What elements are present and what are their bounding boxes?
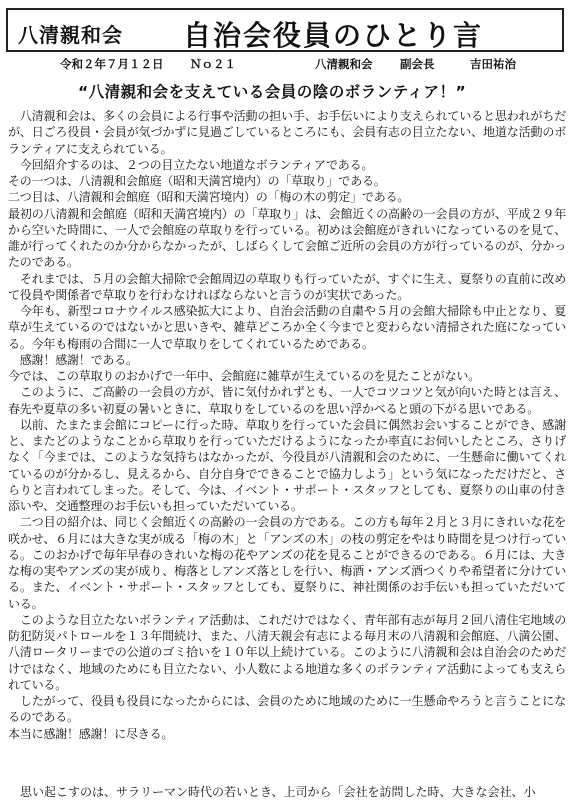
body-paragraph: 以前、たまたま会館にコピーに行った時、草取りを行っていた会員に偶然お会いすることができ、感謝と、またどのようなことから草取りを行っていただけるようになったか率直にお伺いしたところ、さりげなく「今までは、このような気持ちはなかったが、今役員が八清親和会のために、一生懸命に働いてくれているのが分かるし、見えるから、自分自身でできることで協力しよう」という気になっただけだと、さらりと言われてしまった。そして、今は、イベント・サポート・スタッフとしても、夏祭りの山車の付き添いや、交通整理のお手伝いも担っていただいている。	[8, 417, 566, 513]
body-paragraph: 最初の八清親和会館庭（昭和天満宮境内）の「草取り」は、会館近くの高齢の一会員の方が、平成２９年から空いた時間に、一人で会館庭の草取りを行っている。初めは会館庭がきれいになっているのを見て、誰が行ってくれたのか分からなかったが、しばらくして会館ご近所の会員の方が行っているのが、分かったのである。	[8, 206, 566, 270]
article-headline: “八清親和会を支えている会員の陰のボランティア！”	[78, 83, 467, 101]
author-role: 副会長	[400, 57, 435, 71]
body-paragraph: 本当に感謝！感謝！に尽きる。	[8, 726, 174, 741]
body-paragraph: 今回紹介するのは、２つの目立たない地道なボランティアである。	[8, 157, 374, 172]
body-paragraph: したがって、役員も役員になったからには、会員のために地域のために一生懸命やろうと言うことになるのである。	[8, 694, 566, 725]
author-name: 吉田祐治	[470, 57, 516, 71]
continued-paragraph: 思い起こすのは、サラリーマン時代の若いとき、上司から「会社を訪問した時、大きな会社、小	[8, 785, 536, 799]
issue-date: 令和２年７月１２日	[60, 57, 164, 71]
org-name: 八清親和会	[18, 23, 123, 47]
body-paragraph: 今年も、新型コロナウイルス感染拡大により、自治会活動の自粛や５月の会館大掃除も中止となり、夏草が生えているのではないかと思いきや、雑草どころか全く今までと変わらない清掃された庭になっている。今年も梅雨の合間に一人で草取りをしてくれているためである。	[8, 304, 566, 351]
body-paragraph: このような目立たないボランティア活動は、これだけではなく、青年部有志が毎月２回八清住宅地域の防犯防災パトロールを１３年間続け、また、八清天親会有志による毎月末の八清親和会館庭、八満公園、八清ロータリーまでの公道のゴミ拾いを１０年以上続けている。このように八清親和会は自治会のためだけではなく、地域のためにも目立たない、小人数による地道な多くのボランティア活動によっても支えられている。	[8, 612, 566, 692]
body-paragraph: 感謝！感謝！である。	[8, 352, 138, 367]
newsletter-title: 自治会役員のひとり言	[183, 19, 484, 52]
body-paragraph: 八清親和会は、多くの会員による行事や活動の担い手、お手伝いにより支えられていると思われがちだが、日ごろ役員・会員が気づかずに見過ごしているところにも、会員有志の目立たない、地道な活動のボランティアに支えられている。	[8, 109, 566, 156]
body-paragraph: その一つは、八清親和会館庭（昭和天満宮境内）の「草取り」である。	[8, 174, 386, 188]
body-paragraph: それまでは、５月の会館大掃除で会館周辺の草取りも行っていたが、すぐに生え、夏祭りの直前に改めて役員や関係者で草取りを行わなければならないと言うのが実状であった。	[8, 271, 566, 302]
body-paragraph: 二つ目は、八清親和会館庭（昭和天満宮境内）の「梅の木の剪定」である。	[8, 190, 410, 205]
masthead-box	[6, 8, 564, 52]
issue-meta	[60, 56, 560, 72]
issue-number: Ｎｏ２１	[190, 57, 236, 71]
article-body	[8, 108, 566, 742]
body-paragraph: このように、ご高齢の一会員の方が、皆に気付かれずとも、一人でコツコツと気が向いた時とは言え、春先や夏草の多い初夏の暑いときに、草取りをしているのを思い浮かべると頭の下がる思いである。	[8, 385, 566, 416]
author-affiliation: 八清親和会	[315, 57, 373, 71]
body-paragraph: 二つ目の紹介は、同じく会館近くの高齢の一会員の方である。この方も毎年２月と３月にきれいな花を咲かせ、６月には大きな実が成る「梅の木」と「アンズの木」の枝の剪定をやはり時間を見つけ行っている。このおかげで毎年早春のきれいな梅の花やアンズの花を見ることができるのである。６月には、大きな梅の実やアンズの実が成り、梅落としアンズ落としを行い、梅酒・アンズ酒つくりや希望者に分けている。また、イベント・サポート・スタッフとしても、夏祭りに、神社関係のお手伝いも担っていただいている。	[8, 515, 566, 611]
body-paragraph: 今では、この草取りのおかげで一年中、会館庭に雑草が生えているのを見たことがない。	[8, 369, 481, 383]
